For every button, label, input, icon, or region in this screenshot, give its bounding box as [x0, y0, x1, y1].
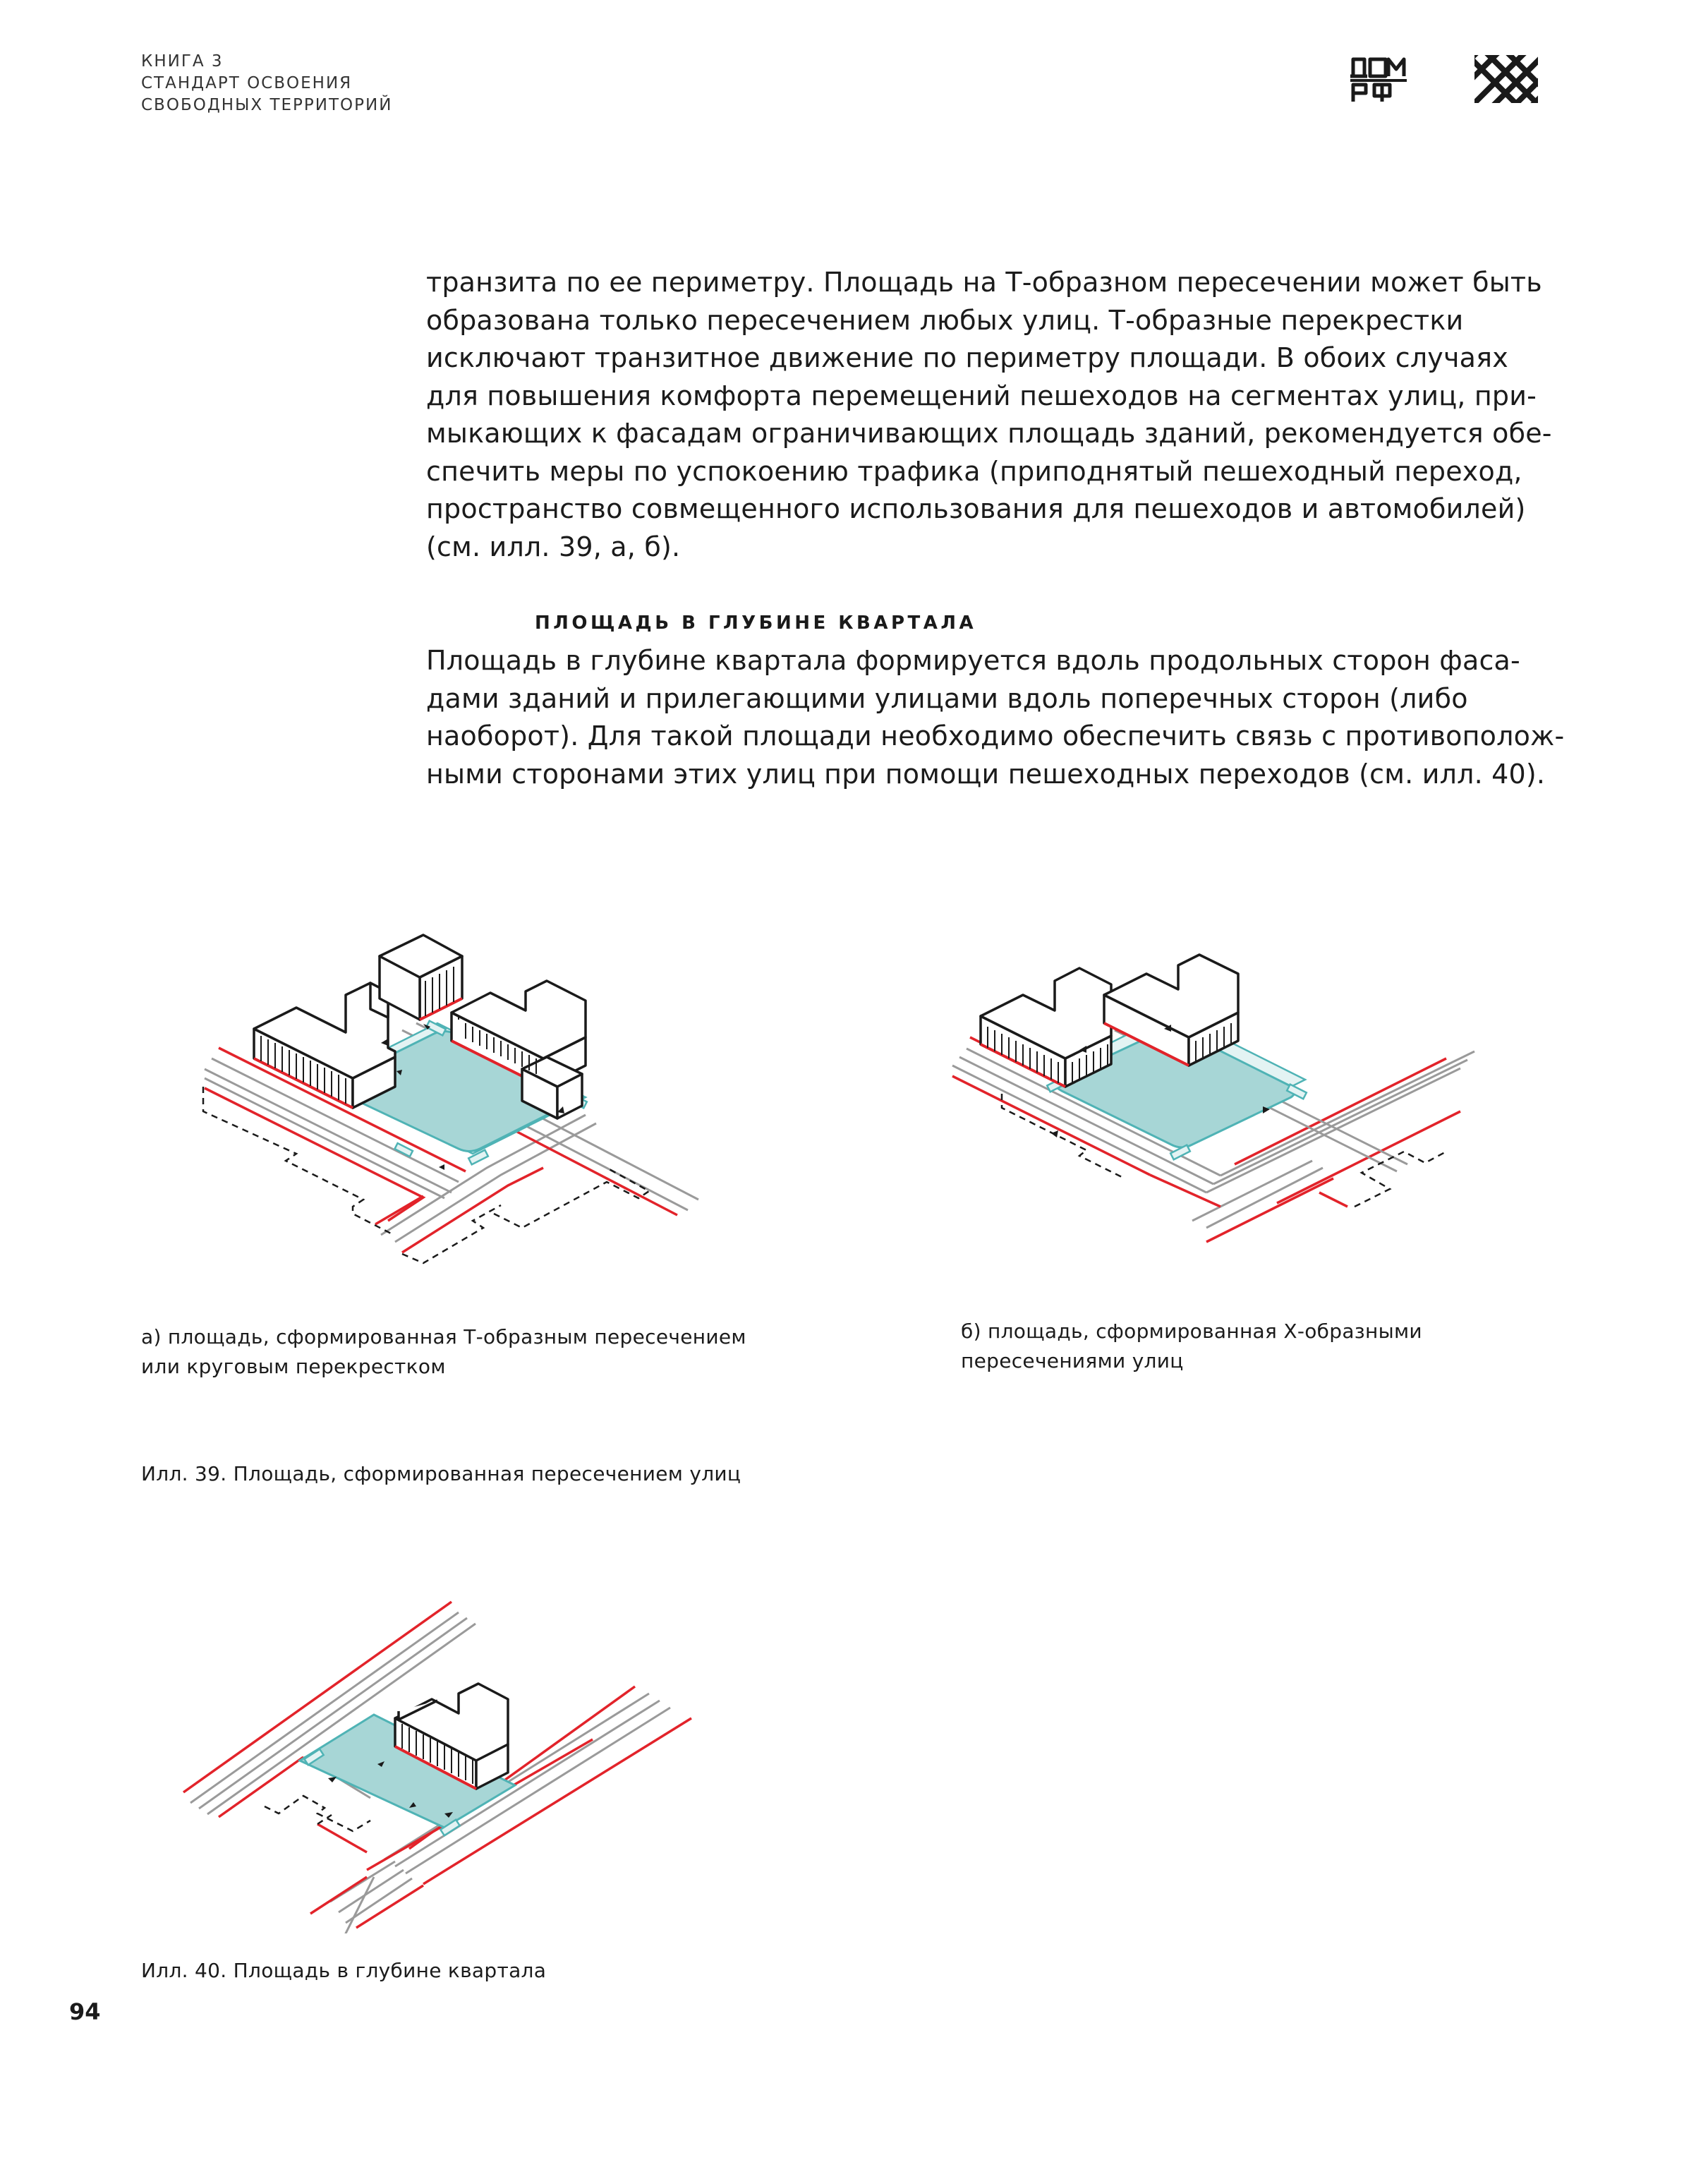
page-number: 94 — [69, 1998, 101, 2025]
figure-39b-diagram — [938, 924, 1496, 1263]
caption-line: а) площадь, сформированная Т-образным пересечением — [141, 1325, 746, 1348]
book-title — [141, 51, 392, 116]
dashed-blocks — [265, 1796, 370, 1831]
dom-rf-logo — [1349, 55, 1408, 104]
figure-39b-caption — [961, 1317, 1422, 1376]
text-line: (см. илл. 39, а, б). — [426, 531, 681, 562]
text-line: дами зданий и прилегающими улицами вдоль поперечных сторон (либо — [426, 682, 1468, 714]
text-line: для повышения комфорта перемещений пешеходов на сегментах улиц, при- — [426, 380, 1537, 411]
text-line: транзита по ее периметру. Площадь на Т-образном пересечении может быть — [426, 267, 1542, 298]
text-line: Площадь в глубине квартала формируется вдоль продольных сторон фаса- — [426, 645, 1520, 676]
figure-40-title: Илл. 40. Площадь в глубине квартала — [141, 1959, 547, 1982]
figure-39-title: Илл. 39. Площадь, сформированная пересечением улиц — [141, 1462, 741, 1485]
figure-39a-caption — [141, 1322, 746, 1382]
text-line: пространство совмещенного использования для пешеходов и автомобилей) — [426, 493, 1526, 524]
text-line: ными сторонами этих улиц при помощи пешеходных переходов (см. илл. 40). — [426, 758, 1546, 790]
paragraph-2 — [426, 642, 1576, 793]
text-line: образована только пересечением любых улиц. Т-образные перекрестки — [426, 304, 1464, 336]
caption-line: б) площадь, сформированная Х-образными — [961, 1320, 1422, 1343]
book-line: СТАНДАРТ ОСВОЕНИЯ — [141, 74, 353, 92]
paragraph-1 — [426, 264, 1576, 566]
figure-39a-diagram — [190, 910, 748, 1277]
book-line: КНИГА 3 — [141, 52, 224, 71]
figure-40-diagram — [141, 1581, 727, 1933]
pattern-logo — [1474, 55, 1538, 103]
text-line: мыкающих к фасадам ограничивающих площадь зданий, рекомендуется обе- — [426, 418, 1552, 449]
text-line: наоборот). Для такой площади необходимо обеспечить связь с противополож- — [426, 720, 1565, 751]
book-line: СВОБОДНЫХ ТЕРРИТОРИЙ — [141, 96, 393, 114]
section-heading: ПЛОЩАДЬ В ГЛУБИНЕ КВАРТАЛА — [535, 612, 977, 634]
text-line: спечить меры по успокоению трафика (приподнятый пешеходный переход, — [426, 455, 1522, 487]
text-line: исключают транзитное движение по периметру площади. В обоих случаях — [426, 342, 1508, 373]
caption-line: пересечениями улиц — [961, 1349, 1184, 1372]
caption-line: или круговым перекрестком — [141, 1355, 446, 1378]
